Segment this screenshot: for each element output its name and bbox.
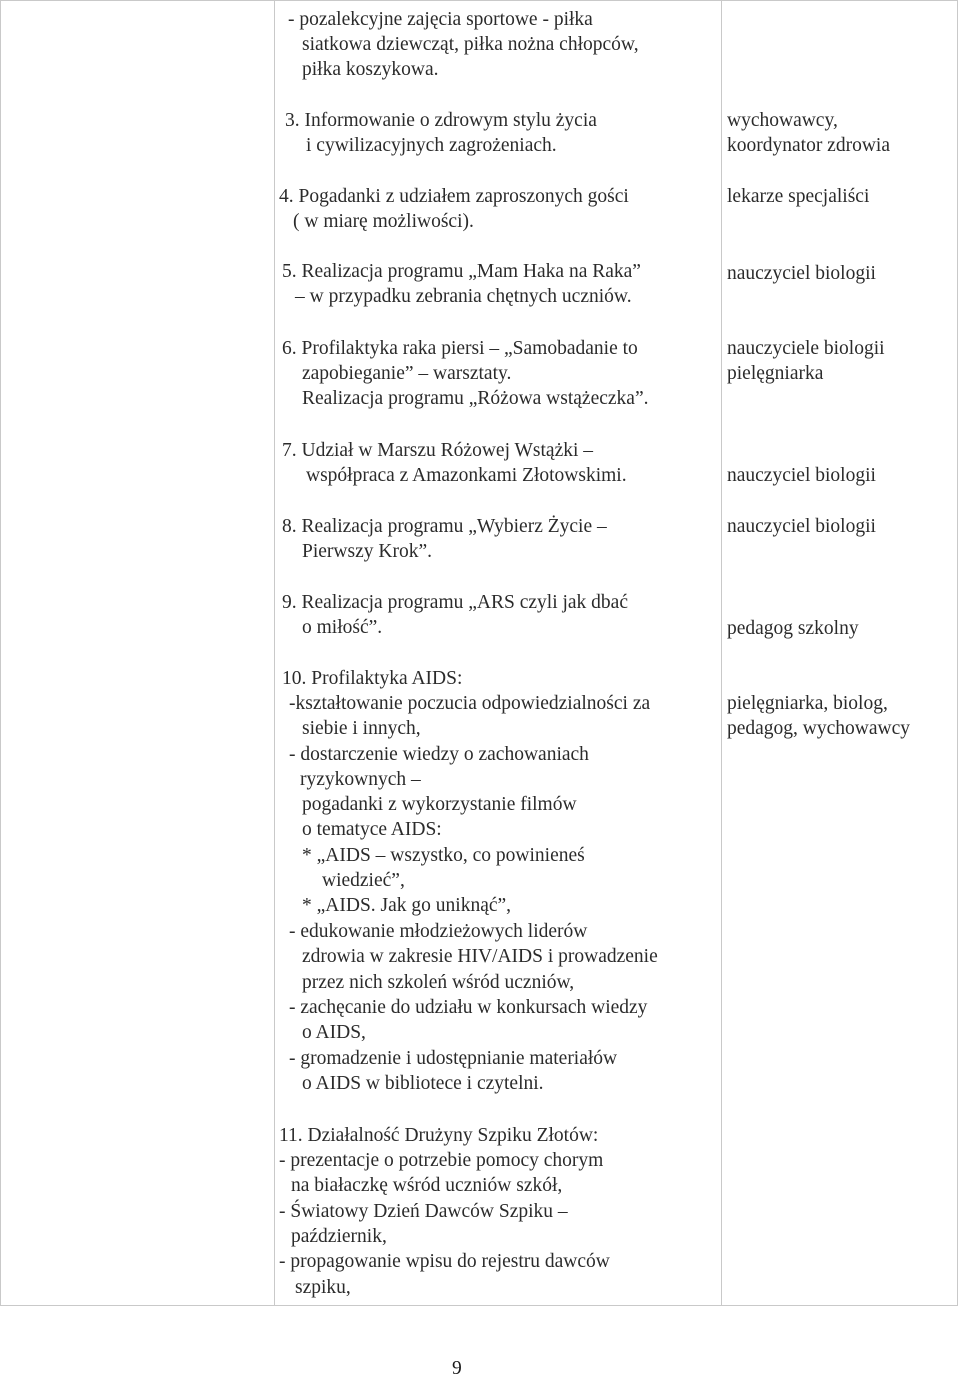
activity-line: -kształtowanie poczucia odpowiedzialności za <box>289 693 651 714</box>
activity-line: * „AIDS. Jak go uniknąć”, <box>302 895 512 916</box>
activity-line: przez nich szkoleń wśród uczniów, <box>302 972 575 993</box>
column-divider <box>274 1 275 1305</box>
responsible-line: pedagog, wychowawcy <box>727 718 911 739</box>
page-number: 9 <box>452 1358 462 1379</box>
activity-line: 5. Realizacja programu „Mam Haka na Raka” <box>282 261 641 282</box>
activity-line: – w przypadku zebrania chętnych uczniów. <box>295 286 632 307</box>
activity-line: o AIDS, <box>302 1022 366 1043</box>
activity-line: 3. Informowanie o zdrowym stylu życia <box>285 110 597 131</box>
activity-line: 10. Profilaktyka AIDS: <box>282 668 463 689</box>
activity-line: - dostarczenie wiedzy o zachowaniach <box>289 744 589 765</box>
activity-line: * „AIDS – wszystko, co powinieneś <box>302 845 585 866</box>
activity-line: piłka koszykowa. <box>302 59 439 80</box>
activity-line: październik, <box>291 1226 387 1247</box>
responsible-line: nauczyciel biologii <box>727 263 876 284</box>
activity-line: szpiku, <box>295 1277 351 1298</box>
activity-line: ( w miarę możliwości). <box>293 211 474 232</box>
activity-line: wiedzieć”, <box>322 870 405 891</box>
activity-line: 6. Profilaktyka raka piersi – „Samobadanie to <box>282 338 638 359</box>
activity-line: - pozalekcyjne zajęcia sportowe - piłka <box>288 9 593 30</box>
responsible-line: nauczyciel biologii <box>727 465 876 486</box>
activity-line: - Światowy Dzień Dawców Szpiku – <box>279 1201 568 1222</box>
activity-line: ryzykownych – <box>300 769 421 790</box>
responsible-line: nauczyciele biologii <box>727 338 885 359</box>
responsible-line: pielęgniarka, biolog, <box>727 693 888 714</box>
activity-line: siebie i innych, <box>302 718 421 739</box>
activity-line: - zachęcanie do udziału w konkursach wiedzy <box>289 997 648 1018</box>
activity-line: współpraca z Amazonkami Złotowskimi. <box>306 465 627 486</box>
activity-line: o AIDS w bibliotece i czytelni. <box>302 1073 544 1094</box>
responsible-line: wychowawcy, <box>727 110 838 131</box>
activity-line: - edukowanie młodzieżowych liderów <box>289 921 588 942</box>
activity-line: zdrowia w zakresie HIV/AIDS i prowadzenie <box>302 946 658 967</box>
responsible-line: koordynator zdrowia <box>727 135 890 156</box>
activity-line: - prezentacje o potrzebie pomocy chorym <box>279 1150 604 1171</box>
responsible-line: pedagog szkolny <box>727 618 859 639</box>
column-divider <box>721 1 722 1305</box>
activity-line: i cywilizacyjnych zagrożeniach. <box>306 135 557 156</box>
activity-line: Realizacja programu „Różowa wstążeczka”. <box>302 388 649 409</box>
activity-line: 11. Działalność Drużyny Szpiku Złotów: <box>279 1125 599 1146</box>
activity-line: 8. Realizacja programu „Wybierz Życie – <box>282 516 607 537</box>
activity-line: - gromadzenie i udostępnianie materiałów <box>289 1048 618 1069</box>
activity-line: o miłość”. <box>302 617 383 638</box>
activity-line: 7. Udział w Marszu Różowej Wstążki – <box>282 440 594 461</box>
responsible-line: pielęgniarka <box>727 363 824 384</box>
activity-line: 9. Realizacja programu „ARS czyli jak dbać <box>282 592 628 613</box>
activity-line: 4. Pogadanki z udziałem zaproszonych gości <box>279 186 629 207</box>
activity-line: Pierwszy Krok”. <box>302 541 432 562</box>
responsible-line: lekarze specjaliści <box>727 186 870 207</box>
activity-line: pogadanki z wykorzystanie filmów <box>302 794 577 815</box>
activity-line: na białaczkę wśród uczniów szkół, <box>291 1175 563 1196</box>
activity-line: o tematyce AIDS: <box>302 819 442 840</box>
activity-line: - propagowanie wpisu do rejestru dawców <box>279 1251 610 1272</box>
activity-line: siatkowa dziewcząt, piłka nożna chłopców, <box>302 34 639 55</box>
responsible-line: nauczyciel biologii <box>727 516 876 537</box>
activity-line: zapobieganie” – warsztaty. <box>302 363 512 384</box>
